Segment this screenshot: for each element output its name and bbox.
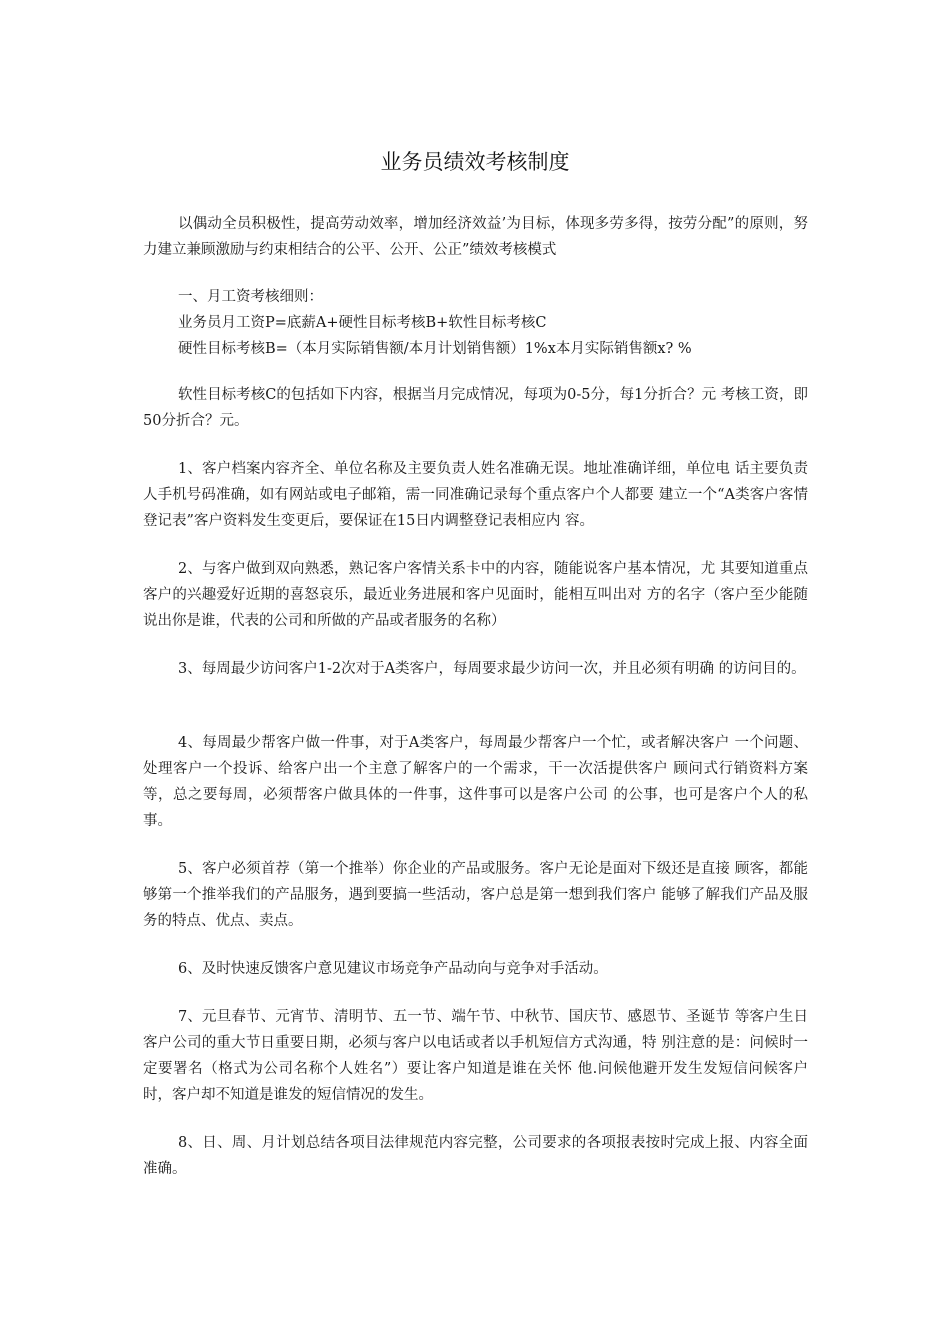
list-item: 7、元旦春节、元宵节、清明节、五一节、端午节、中秋节、国庆节、感恩节、圣诞节 等客户生日客户公司的重大节日重要日期，必须与客户以电话或者以手机短信方式沟通，特 别注意的是：问候时一定要署名（格式为公司名称个人姓名”）要让客户知道是谁在关怀 他.问候他避开发生发短信问候客户时，客户却不知道是谁发的短信情况的发生。 bbox=[143, 1009, 808, 1103]
hard-target-formula: 硬性目标考核B=（本月实际销售额/本月计划销售额）1%x本月实际销售额x? % bbox=[178, 341, 692, 357]
list-item: 4、每周最少帮客户做一件事，对于A类客户，每周最少帮客户一个忙，或者解决客户 一个问题、处理客户一个投诉、给客户出一个主意了解客户的一个需求，干一次活提供客户 顾问式行销资料方案等，总之要每周，必须帮客户做具体的一件事，这件事可以是客户公司 的公事，也可是客户个人的私事。 bbox=[143, 735, 808, 829]
list-item: 1、客户档案内容齐全、单位名称及主要负责人姓名准确无误。地址准确详细，单位电 话主要负责人手机号码准确，如有网站或电子邮箱，需一同准确记录每个重点客户个人都要 建立一个“A类客户客情登记表”客户资料发生变更后，要保证在15日内调整登记表相应内 容。 bbox=[143, 461, 808, 529]
section-heading: 一、月工资考核细则： bbox=[178, 289, 323, 305]
list-item: 3、每周最少访问客户1-2次对于A类客户，每周要求最少访问一次，并且必须有明确 的访问目的。 bbox=[178, 661, 806, 677]
list-item: 8、日、周、月计划总结各项目法律规范内容完整，公司要求的各项报表按时完成上报、内容全面准确。 bbox=[143, 1135, 808, 1177]
document-title: 业务员绩效考核制度 bbox=[380, 150, 570, 174]
soft-target-intro: 软性目标考核C的包括如下内容，根据当月完成情况，每项为0-5分，每1分折合？元 考核工资，即50分折合？元。 bbox=[143, 387, 808, 429]
list-item: 2、与客户做到双向熟悉，熟记客户客情关系卡中的内容，随能说客户基本情况，尤 其要知道重点客户的兴趣爱好近期的喜怒哀乐，最近业务进展和客户见面时，能相互叫出对 方的名字（客户至少能随说出你是谁，代表的公司和所做的产品或者服务的名称） bbox=[143, 561, 808, 629]
list-item: 6、及时快速反馈客户意见建议市场竞争产品动向与竞争对手活动。 bbox=[178, 961, 608, 977]
salary-formula: 业务员月工资P=底薪A+硬性目标考核B+软性目标考核C bbox=[178, 315, 547, 331]
list-item: 5、客户必须首荐（第一个推举）你企业的产品或服务。客户无论是面对下级还是直接 顾客，都能够第一个推举我们的产品服务，遇到要搞一些活动，客户总是第一想到我们客户 能够了解我们产品及服务的特点、优点、卖点。 bbox=[143, 861, 808, 929]
intro-paragraph: 以偶动全员积极性，提高劳动效率，增加经济效益’为目标，体现多劳多得，按劳分配”的原则，努力建立兼顾激励与约束相结合的公平、公开、公正”绩效考核模式 bbox=[143, 216, 808, 258]
